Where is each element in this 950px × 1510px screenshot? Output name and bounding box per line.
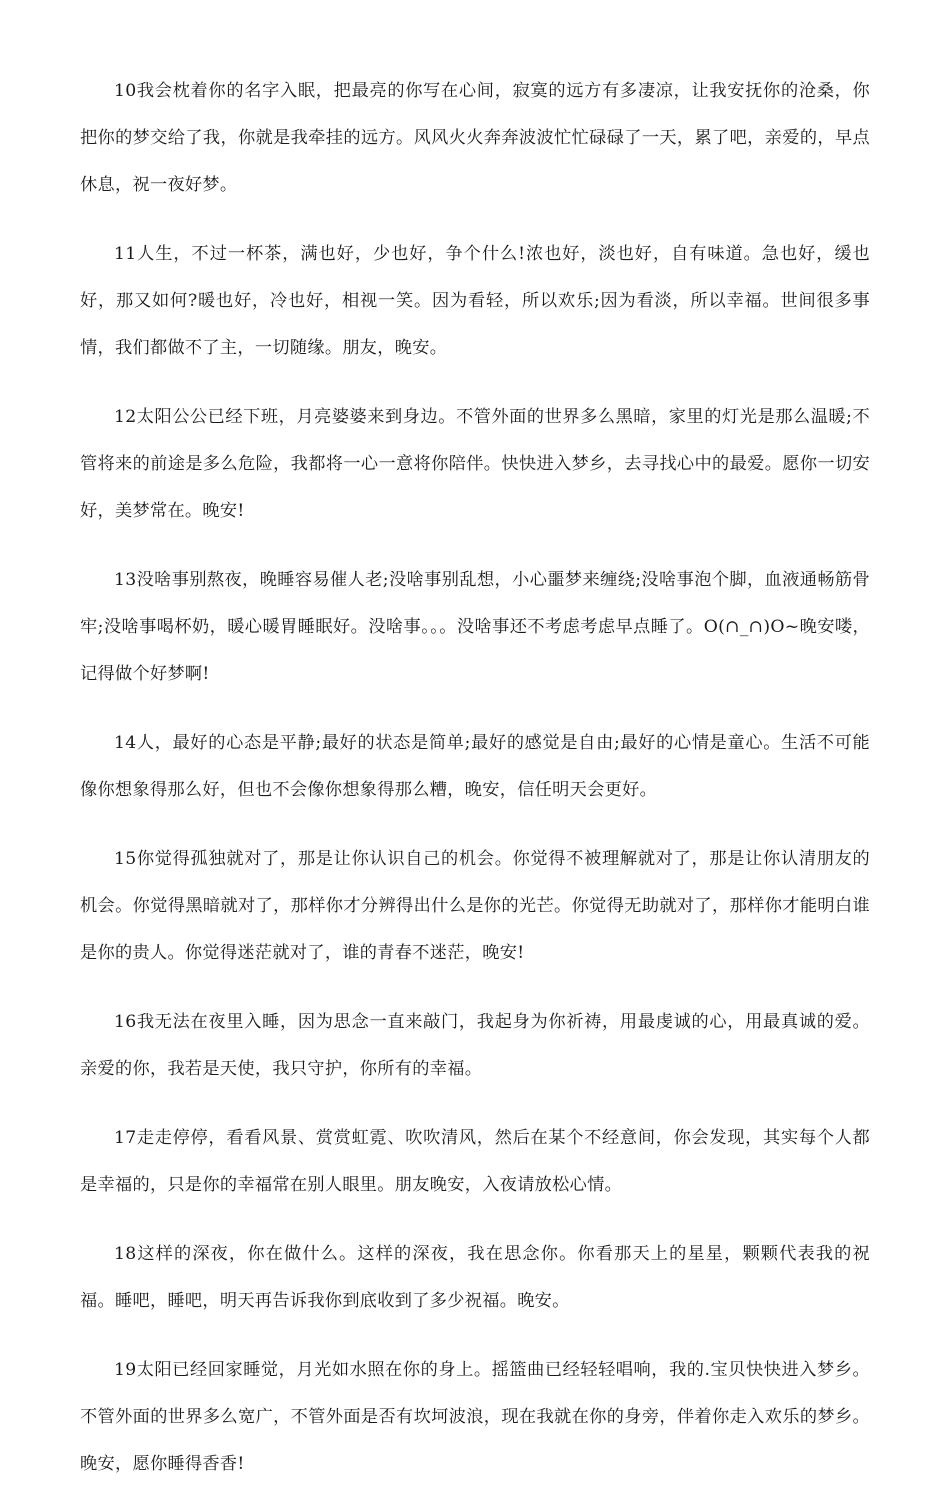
paragraph-19: 19太阳已经回家睡觉，月光如水照在你的身上。摇篮曲已经轻轻唱响，我的.宝贝快快进入梦乡。不管外面的世界多么宽广，不管外面是否有坎坷波浪，现在我就在你的身旁，伴着你走入欢乐的梦乡。晚安，愿你睡得香香! xyxy=(80,1360,870,1474)
paragraph-12: 12太阳公公已经下班，月亮婆婆来到身边。不管外面的世界多么黑暗，家里的灯光是那么温暖;不管将来的前途是多么危险，我都将一心一意将你陪伴。快快进入梦乡，去寻找心中的最爱。愿你一切安好，美梦常在。晚安! xyxy=(80,407,870,521)
paragraph-10: 10我会枕着你的名字入眠，把最亮的你写在心间，寂寞的远方有多凄凉，让我安抚你的沧桑，你把你的梦交给了我，你就是我牵挂的远方。风风火火奔奔波波忙忙碌碌了一天，累了吧，亲爱的，早点休息，祝一夜好梦。 xyxy=(80,81,870,195)
paragraph-13: 13没啥事别熬夜，晚睡容易催人老;没啥事别乱想，小心噩梦来缠绕;没啥事泡个脚，血液通畅筋骨牢;没啥事喝杯奶，暖心暖胃睡眠好。没啥事。。。没啥事还不考虑考虑早点睡了。O(∩_∩)O~晚安喽，记得做个好梦啊! xyxy=(80,570,870,684)
paragraph-15: 15你觉得孤独就对了，那是让你认识自己的机会。你觉得不被理解就对了，那是让你认清朋友的机会。你觉得黑暗就对了，那样你才分辨得出什么是你的光芒。你觉得无助就对了，那样你才能明白谁是你的贵人。你觉得迷茫就对了，谁的青春不迷茫，晚安! xyxy=(80,849,870,963)
paragraph-11: 11人生，不过一杯茶，满也好，少也好，争个什么!浓也好，淡也好，自有味道。急也好，缓也好，那又如何?暖也好，冷也好，相视一笑。因为看轻，所以欢乐;因为看淡，所以幸福。世间很多事情，我们都做不了主，一切随缘。朋友，晚安。 xyxy=(80,244,870,358)
paragraph-16: 16我无法在夜里入睡，因为思念一直来敲门，我起身为你祈祷，用最虔诚的心，用最真诚的爱。亲爱的你，我若是天使，我只守护，你所有的幸福。 xyxy=(80,1012,870,1079)
paragraph-14: 14人，最好的心态是平静;最好的状态是简单;最好的感觉是自由;最好的心情是童心。生活不可能像你想象得那么好，但也不会像你想象得那么糟，晚安，信任明天会更好。 xyxy=(80,733,870,800)
document-page xyxy=(80,68,870,1510)
paragraph-17: 17走走停停，看看风景、赏赏虹霓、吹吹清风，然后在某个不经意间，你会发现，其实每个人都是幸福的，只是你的幸福常在别人眼里。朋友晚安，入夜请放松心情。 xyxy=(80,1128,870,1195)
paragraph-18: 18这样的深夜，你在做什么。这样的深夜，我在思念你。你看那天上的星星，颗颗代表我的祝福。睡吧，睡吧，明天再告诉我你到底收到了多少祝福。晚安。 xyxy=(80,1244,870,1311)
